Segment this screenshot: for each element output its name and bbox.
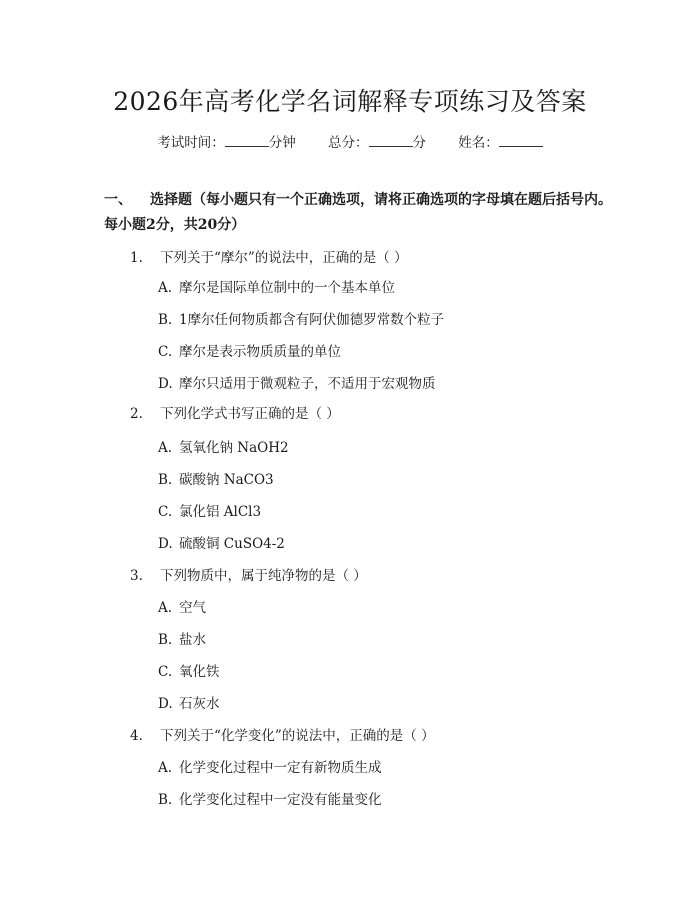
option-letter: C. <box>158 504 173 520</box>
option-letter: A. <box>158 600 173 616</box>
question-number: 1. <box>130 250 143 266</box>
option-letter: C. <box>158 664 173 680</box>
section-number: 一、 <box>104 192 132 208</box>
option-4a <box>158 756 382 776</box>
option-4b <box>158 788 382 808</box>
name-blank <box>499 134 543 147</box>
option-1b <box>158 308 444 328</box>
option-letter: A. <box>158 760 173 776</box>
option-text: 1摩尔任何物质都含有阿伏伽德罗常数个粒子 <box>179 312 445 328</box>
option-text: 化学变化过程中一定有新物质生成 <box>179 760 382 776</box>
question-number: 4. <box>130 728 143 744</box>
option-text: 摩尔只适用于微观粒子，不适用于宏观物质 <box>179 376 436 392</box>
option-2c <box>158 500 261 520</box>
score-field <box>328 135 430 151</box>
option-text: 摩尔是表示物质质量的单位 <box>179 344 341 360</box>
name-field <box>458 135 543 151</box>
question-number: 3. <box>130 568 143 584</box>
option-text: 化学变化过程中一定没有能量变化 <box>179 792 382 808</box>
option-text: 盐水 <box>179 632 206 648</box>
option-text: 摩尔是国际单位制中的一个基本单位 <box>179 280 395 296</box>
section-instructions: 选择题（每小题只有一个正确选项，请将正确选项的字母填在题后括号内。每小题2分，共20分） <box>104 192 612 233</box>
question-4 <box>130 724 435 744</box>
option-letter: B. <box>158 312 173 328</box>
question-text: 下列物质中，属于纯净物的是（ ） <box>160 568 367 584</box>
question-text: 下列关于“化学变化”的说法中，正确的是（ ） <box>160 728 435 744</box>
option-text: 碳酸钠 NaCO3 <box>179 472 274 488</box>
question-3 <box>130 564 367 584</box>
option-letter: D. <box>158 376 173 392</box>
option-letter: C. <box>158 344 173 360</box>
page-title: 2026年高考化学名词解释专项练习及答案 <box>113 87 587 116</box>
exam-meta <box>0 131 700 151</box>
option-text: 石灰水 <box>179 696 220 712</box>
question-text: 下列关于“摩尔”的说法中，正确的是（ ） <box>160 250 408 266</box>
option-letter: D. <box>158 696 173 712</box>
score-label: 总分： <box>328 135 369 151</box>
time-blank <box>225 134 269 147</box>
name-label: 姓名： <box>458 135 499 151</box>
option-2a <box>158 436 289 456</box>
time-field <box>157 135 300 151</box>
option-2d <box>158 532 285 552</box>
score-blank <box>369 134 413 147</box>
option-text: 氧化铁 <box>179 664 220 680</box>
question-2 <box>130 402 340 422</box>
option-1d <box>158 372 436 392</box>
time-unit: 分钟 <box>268 135 296 151</box>
option-text: 硫酸铜 CuSO4-2 <box>179 536 285 552</box>
option-text: 氢氧化钠 NaOH2 <box>179 440 289 456</box>
option-letter: A. <box>158 440 173 456</box>
time-label: 考试时间： <box>157 135 225 151</box>
option-3c <box>158 660 220 680</box>
option-1a <box>158 276 395 296</box>
option-2b <box>158 468 274 488</box>
score-unit: 分 <box>412 135 426 151</box>
option-letter: B. <box>158 632 173 648</box>
question-text: 下列化学式书写正确的是（ ） <box>160 406 340 422</box>
section-heading <box>104 188 624 238</box>
question-number: 2. <box>130 406 143 422</box>
question-1 <box>130 246 408 266</box>
option-letter: D. <box>158 536 173 552</box>
option-3a <box>158 596 206 616</box>
option-letter: B. <box>158 792 173 808</box>
option-letter: B. <box>158 472 173 488</box>
option-text: 空气 <box>179 600 206 616</box>
option-text: 氯化铝 AlCl3 <box>179 504 262 520</box>
option-3d <box>158 692 220 712</box>
option-3b <box>158 628 206 648</box>
option-1c <box>158 340 341 360</box>
option-letter: A. <box>158 280 173 296</box>
